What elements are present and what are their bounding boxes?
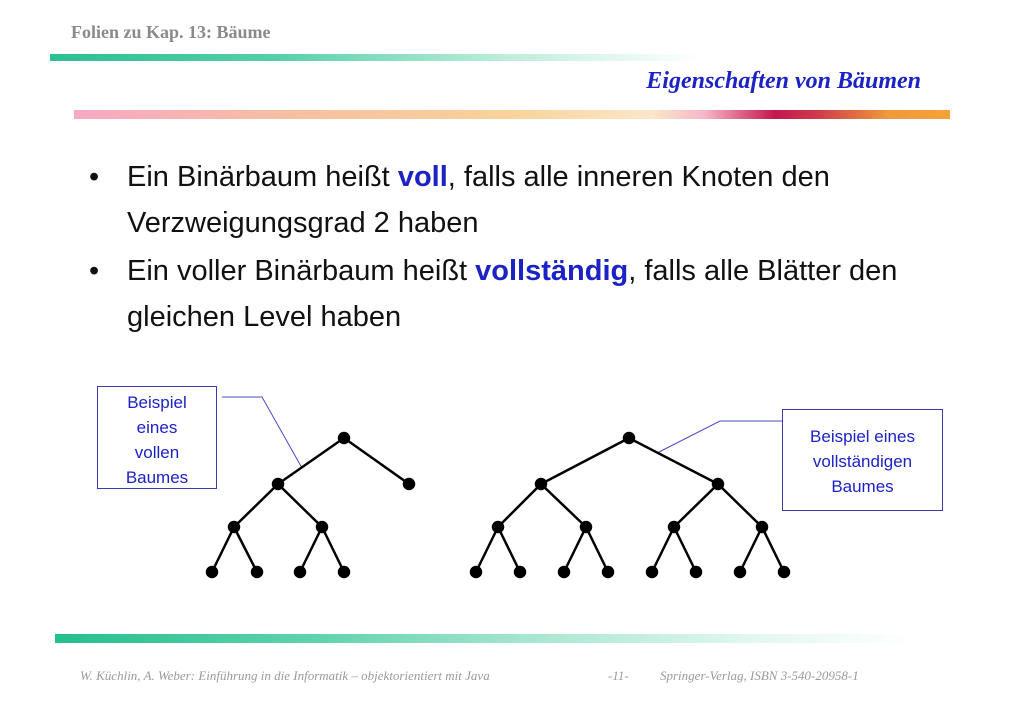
tree-edge xyxy=(652,527,674,572)
callout-line: vollständigen xyxy=(812,452,913,471)
tree-node xyxy=(757,522,767,532)
chapter-header: Folien zu Kap. 13: Bäume xyxy=(71,22,271,42)
bullet-keyword: voll xyxy=(397,161,448,193)
tree-node xyxy=(295,567,305,577)
bullet-text: Ein voller Binärbaum heißt xyxy=(127,255,476,287)
bullet-dot: • xyxy=(89,255,100,287)
complete-tree xyxy=(471,433,789,577)
tree-node xyxy=(404,479,414,489)
tree-node xyxy=(515,567,525,577)
bullet-text: Ein Binärbaum heißt xyxy=(127,161,398,193)
tree-edge xyxy=(541,484,586,527)
tree-edge xyxy=(234,484,278,527)
callout-line: Baumes xyxy=(125,468,189,487)
tree-node xyxy=(471,567,481,577)
tree-node xyxy=(536,479,546,489)
footer-page-number: -11- xyxy=(608,668,629,683)
full-tree xyxy=(207,433,414,577)
tree-node xyxy=(603,567,613,577)
tree-edge xyxy=(762,527,784,572)
bullet-keyword: vollständig xyxy=(475,255,629,287)
callout-line: Beispiel xyxy=(127,393,187,412)
tree-node xyxy=(317,522,327,532)
callout-leader-right xyxy=(659,421,782,452)
tree-edge xyxy=(718,484,762,527)
callout-line: vollen xyxy=(134,443,180,462)
tree-edge xyxy=(740,527,762,572)
tree-edge xyxy=(674,484,718,527)
footer-divider xyxy=(55,634,915,643)
tree-node xyxy=(207,567,217,577)
tree-node xyxy=(229,522,239,532)
bullet-text: , falls alle inneren Knoten den Verzweigungsgrad 2 haben xyxy=(127,161,830,239)
tree-edge xyxy=(300,527,322,572)
callout-full-tree xyxy=(97,386,217,489)
bullet-dot: • xyxy=(89,161,100,193)
tree-edge xyxy=(234,527,257,572)
tree-edge xyxy=(212,527,234,572)
tree-node xyxy=(339,567,349,577)
tree-edge xyxy=(344,438,409,484)
bullet-text: , falls alle Blätter den gleichen Level haben xyxy=(127,255,898,333)
tree-node xyxy=(647,567,657,577)
callout-line: Baumes xyxy=(831,477,894,496)
tree-edge xyxy=(278,484,322,527)
tree-edge xyxy=(674,527,696,572)
tree-node xyxy=(252,567,262,577)
tree-node xyxy=(581,522,591,532)
tree-node xyxy=(273,479,283,489)
tree-node xyxy=(713,479,723,489)
tree-node xyxy=(669,522,679,532)
tree-node xyxy=(493,522,503,532)
tree-node xyxy=(339,433,349,443)
tree-edge xyxy=(498,527,520,572)
tree-edge xyxy=(586,527,608,572)
footer-authors: W. Küchlin, A. Weber: Einführung in die Informatik – objektorientiert mit Java xyxy=(80,668,490,683)
tree-edge xyxy=(498,484,541,527)
callout-line: eines xyxy=(136,418,178,437)
tree-edge xyxy=(476,527,498,572)
callout-line: Beispiel eines xyxy=(810,427,915,446)
slide-title: Eigenschaften von Bäumen xyxy=(646,68,921,94)
footer-publisher: Springer-Verlag, ISBN 3-540-20958-1 xyxy=(660,668,859,683)
tree-edge xyxy=(278,438,344,484)
tree-node xyxy=(559,567,569,577)
tree-edge xyxy=(564,527,586,572)
callout-complete-tree xyxy=(782,409,943,511)
tree-edge xyxy=(322,527,344,572)
callout-leader-left xyxy=(222,397,302,468)
tree-node xyxy=(735,567,745,577)
tree-node xyxy=(691,567,701,577)
tree-edge xyxy=(541,438,629,484)
tree-node xyxy=(624,433,634,443)
tree-node xyxy=(779,567,789,577)
